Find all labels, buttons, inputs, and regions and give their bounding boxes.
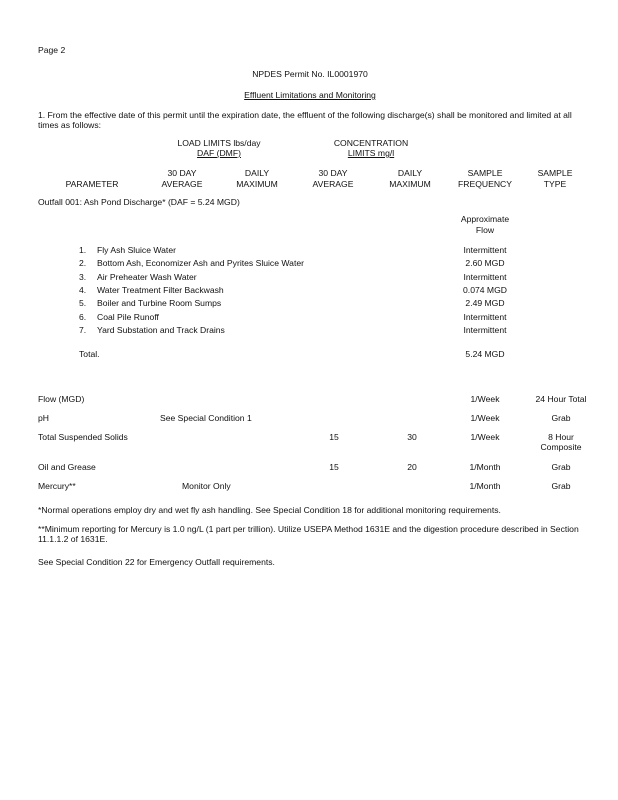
list-item-flow: Intermittent	[463, 272, 507, 282]
load-30day-header-2: AVERAGE	[161, 179, 203, 189]
sample-frequency: 1/Week	[470, 413, 500, 423]
list-item-flow: Intermittent	[463, 312, 507, 322]
approx-flow-label: Approximate	[460, 214, 510, 224]
sample-frequency-header-2: FREQUENCY	[458, 179, 512, 189]
page-number: Page 2	[38, 45, 66, 55]
sample-type: Grab	[551, 481, 571, 491]
conc-30day-header-2: AVERAGE	[312, 179, 354, 189]
permit-title: NPDES Permit No. IL0001970	[252, 69, 368, 79]
sample-type: 8 Hour	[548, 432, 574, 442]
total-flow: 5.24 MGD	[465, 349, 505, 359]
concentration-header: CONCENTRATION	[333, 138, 409, 148]
list-item-name: Water Treatment Filter Backwash	[97, 285, 224, 295]
parameter-name: Total Suspended Solids	[38, 432, 128, 442]
load-limits-header: LOAD LIMITS lbs/day	[177, 138, 261, 148]
load-daily-header: DAILY	[244, 168, 270, 178]
load-daily-header-2: MAXIMUM	[236, 179, 278, 189]
list-item-name: Yard Substation and Track Drains	[97, 325, 225, 335]
list-item-flow: 0.074 MGD	[463, 285, 507, 295]
list-item-name: Air Preheater Wash Water	[97, 272, 197, 282]
conc-30day-header: 30 DAY	[318, 168, 348, 178]
footnote-emergency-outfall: See Special Condition 22 for Emergency Outfall requirements.	[38, 557, 275, 567]
list-item-number: 5.	[79, 298, 87, 308]
parameter-name: Flow (MGD)	[38, 394, 85, 404]
sample-type-line-2: Composite	[540, 442, 582, 452]
intro-paragraph: 1. From the effective date of this permit until the expiration date, the effluent of the following discharge(s) shall be monitored and limited at all times as follows:	[38, 110, 572, 131]
parameter-column-header: PARAMETER	[65, 179, 119, 189]
parameter-name: Mercury**	[38, 481, 76, 491]
list-item-name: Bottom Ash, Economizer Ash and Pyrites Sluice Water	[97, 258, 304, 268]
conc-30day-value: 15	[329, 432, 339, 442]
sample-frequency: 1/Week	[470, 394, 500, 404]
list-item-number: 7.	[79, 325, 87, 335]
list-item-name: Coal Pile Runoff	[97, 312, 159, 322]
load-note: Monitor Only	[182, 481, 231, 491]
conc-30day-value: 15	[329, 462, 339, 472]
conc-daily-header: DAILY	[397, 168, 423, 178]
load-30day-header: 30 DAY	[167, 168, 197, 178]
footnote-normal-operations: *Normal operations employ dry and wet fly ash handling. See Special Condition 18 for additional monitoring requirements.	[38, 505, 501, 515]
parameter-name: Oil and Grease	[38, 462, 96, 472]
section-title: Effluent Limitations and Monitoring	[244, 90, 376, 100]
sample-frequency-header: SAMPLE	[467, 168, 503, 178]
parameter-name: pH	[38, 413, 49, 423]
sample-frequency: 1/Week	[470, 432, 500, 442]
sample-type-header: SAMPLE	[537, 168, 573, 178]
sample-frequency: 1/Month	[469, 481, 501, 491]
conc-daily-header-2: MAXIMUM	[389, 179, 431, 189]
list-item-number: 6.	[79, 312, 87, 322]
list-item-flow: Intermittent	[463, 245, 507, 255]
load-limits-subheader: DAF (DMF)	[197, 148, 241, 158]
total-label: Total.	[79, 349, 100, 359]
list-item-number: 4.	[79, 285, 87, 295]
list-item-flow: 2.49 MGD	[465, 298, 505, 308]
sample-type: 24 Hour Total	[535, 394, 587, 404]
list-item-number: 3.	[79, 272, 87, 282]
footnote-mercury: **Minimum reporting for Mercury is 1.0 ng/L (1 part per trillion). Utilize USEPA Method 1631E and the digestion procedure described in Section 11.1.1.2 of 1631E.	[38, 524, 579, 545]
concentration-subheader: LIMITS mg/l	[347, 148, 395, 158]
list-item-name: Boiler and Turbine Room Sumps	[97, 298, 222, 308]
list-item-number: 1.	[79, 245, 87, 255]
conc-daily-value: 30	[407, 432, 417, 442]
sample-type-header-2: TYPE	[543, 179, 567, 189]
sample-type: Grab	[551, 413, 571, 423]
list-item-flow: Intermittent	[463, 325, 507, 335]
list-item-number: 2.	[79, 258, 87, 268]
sample-type: Grab	[551, 462, 571, 472]
list-item-flow: 2.60 MGD	[465, 258, 505, 268]
outfall-title: Outfall 001: Ash Pond Discharge* (DAF = 5.24 MGD)	[38, 197, 240, 207]
load-note: See Special Condition 1	[160, 413, 252, 423]
conc-daily-value: 20	[407, 462, 417, 472]
sample-frequency: 1/Month	[469, 462, 501, 472]
approx-flow-label-2: Flow	[475, 225, 495, 235]
list-item-name: Fly Ash Sluice Water	[97, 245, 176, 255]
